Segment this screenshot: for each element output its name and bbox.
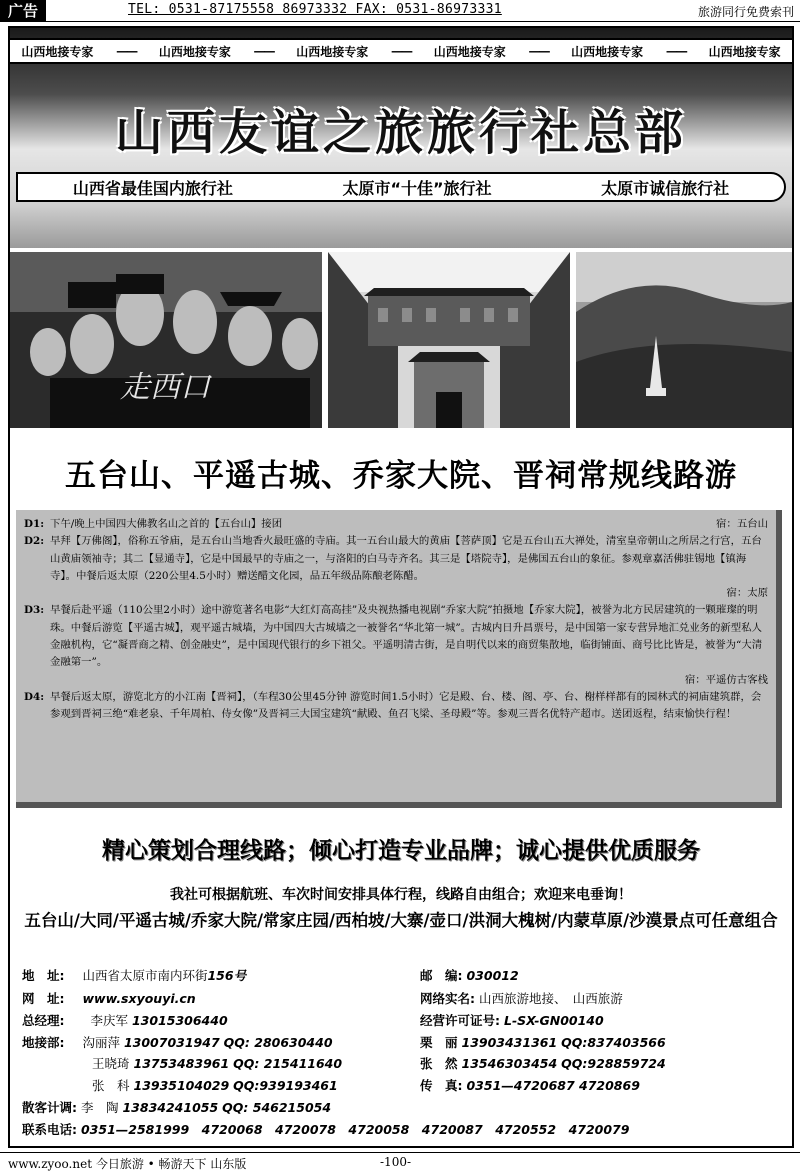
sanke-phone: 13834241055 bbox=[122, 1100, 219, 1115]
day-text: 早拜【万佛阁】，俗称五爷庙，是五台山当地香火最旺盛的寺庙。其一五台山最大的黄庙【菩萨顶】它是五台山五大禅处，清室皇帝朝山之所居之行宫，五台山黄庙领袖寺；其二【显通寺】，它是中国最早的寺庙之一，与洛阳的白马寺齐名。其三是【塔院寺】，是佛国五台山的象征。参观章嘉活佛驻锡地【镇海寺】。中餐后返太原（220公里4.5小时）赠送醋文化园，品五年级品陈酿老陈醋。 bbox=[50, 535, 762, 582]
day-lodging: 宿：平遥仿古客栈 bbox=[684, 673, 768, 686]
realname-label: 网络实名: bbox=[420, 991, 475, 1006]
itinerary-day bbox=[24, 689, 768, 724]
address: 山西省太原市南内环街 bbox=[82, 968, 208, 983]
slogan: 山西地接专家 bbox=[158, 44, 231, 59]
day-text: 早餐后赴平遥（110公里2小时）途中游览著名电影“大红灯高高挂”及央视热播电视剧“乔家大院”拍摄地【乔家大院】，被誉为北方民居建筑的一颗璀璨的明珠。中餐后游览【平遥古城】，观平遥古城墙，为中国四大古城墙之一被誉名“华北第一城”。古城内日升昌票号，是中国第一家专营异地汇兑业务的新型私人金融机构，它“凝晋商之精、创金融史”，是中国现代银行的乡下祖父。平遥明清古街，是自明代以来的商贸集散地，临街铺面、商号比比皆是，被誉为“大清金融第一”。 bbox=[50, 604, 763, 669]
drama-caption: 走西口 bbox=[120, 370, 210, 405]
header-contact: TEL: 0531-87175558 86973332 FAX: 0531-86973331 bbox=[128, 2, 502, 17]
postcode-row bbox=[420, 966, 519, 984]
intro-text: 我社可根据航班、车次时间安排具体行程，线路自由组合；欢迎来电垂询！ bbox=[170, 887, 632, 903]
license-row bbox=[420, 1011, 604, 1029]
sanke-name: 李 陶 bbox=[80, 1100, 119, 1115]
staff-name: 张 科 bbox=[92, 1078, 130, 1093]
slogan: 山西地接专家 bbox=[708, 44, 781, 59]
honor: 山西省最佳国内旅行社 bbox=[72, 178, 233, 198]
staff-qq: QQ: 215411640 bbox=[233, 1056, 343, 1071]
slogan: 山西地接专家 bbox=[21, 44, 94, 59]
service-slogan: 精心策划合理线路；倾心打造专业品牌；诚心提供优质服务 bbox=[102, 837, 700, 864]
top-bar bbox=[0, 0, 800, 22]
day-label: D3: bbox=[24, 604, 45, 617]
route-title: 五台山、平遥古城、乔家大院、晋祠常规线路游 bbox=[65, 458, 737, 494]
address-number: 156号 bbox=[207, 968, 247, 983]
phones-label: 联系电话: bbox=[22, 1122, 77, 1137]
license-number: L-SX-GN00140 bbox=[503, 1013, 604, 1028]
staff-phone: 13903431361 bbox=[461, 1035, 558, 1050]
dijie-label: 地接部: bbox=[22, 1035, 65, 1050]
itinerary-day bbox=[24, 516, 768, 533]
day-text: 下午/晚上中国四大佛教名山之首的【五台山】接团 bbox=[50, 518, 283, 530]
dijie-row bbox=[92, 1054, 342, 1072]
fax-label: 传 真: bbox=[420, 1078, 463, 1093]
staff-qq: QQ:939193461 bbox=[233, 1078, 338, 1093]
slogan-strip: 山西地接专家 —— 山西地接专家 —— 山西地接专家 —— 山西地接专家 —— 山西地接专家 —— 山西地接专家 bbox=[10, 38, 792, 64]
staff-phone: 13935104029 bbox=[133, 1078, 230, 1093]
itinerary-day bbox=[24, 602, 768, 688]
realname-row bbox=[420, 989, 623, 1007]
staff-qq: QQ: 280630440 bbox=[223, 1035, 333, 1050]
license-label: 经营许可证号: bbox=[420, 1013, 500, 1028]
wutai-pagoda-photo bbox=[576, 252, 792, 428]
manager-row bbox=[22, 1011, 228, 1029]
grand-courtyard-photo bbox=[328, 252, 570, 428]
sanke-row bbox=[22, 1098, 331, 1116]
fax-row bbox=[420, 1076, 640, 1094]
sanke-qq: QQ: 546215054 bbox=[222, 1100, 332, 1115]
staff-name: 张 然 bbox=[420, 1056, 458, 1071]
honor-bar bbox=[16, 172, 786, 202]
postcode-label: 邮 编: bbox=[420, 968, 463, 983]
dijie-row bbox=[22, 1033, 333, 1051]
day-text: 早餐后返太原，游览北方的小江南【晋祠】，（车程30公里45分钟 游览时间1.5小时）它是殿、台、楼、阁、亭、台、榭样样都有的园林式的祠庙建筑群，会参观到晋祠三绝“难老泉、千年周柏、侍女像”及晋祠三大国宝建筑“献殿、鱼召飞梁、圣母殿”等。参观三晋名优特产超市。送团返程，结束愉快行程！ bbox=[50, 690, 762, 721]
dijie-row-right bbox=[420, 1033, 666, 1051]
phones-row bbox=[22, 1120, 629, 1138]
page-number: -100- bbox=[380, 1155, 412, 1169]
address-label: 地 址: bbox=[22, 968, 65, 983]
day-lodging: 宿：太原 bbox=[726, 587, 768, 600]
staff-qq: QQ:928859724 bbox=[561, 1056, 666, 1071]
staff-name: 王晓琦 bbox=[92, 1056, 130, 1071]
staff-phone: 13546303454 bbox=[461, 1056, 558, 1071]
staff-phone: 13007031947 bbox=[123, 1035, 220, 1050]
day-label: D2: bbox=[24, 535, 45, 548]
staff-name: 栗 丽 bbox=[420, 1035, 458, 1050]
website-label: 网 址: bbox=[22, 991, 65, 1006]
itinerary-day bbox=[24, 533, 768, 602]
agency-title: 山西友谊之旅旅行社总部 bbox=[114, 105, 687, 161]
dijie-row-right bbox=[420, 1054, 666, 1072]
manager-label: 总经理: bbox=[22, 1013, 65, 1028]
day-label: D4: bbox=[24, 690, 45, 703]
itinerary-box bbox=[16, 510, 782, 808]
slogan: 山西地接专家 bbox=[571, 44, 644, 59]
postcode: 030012 bbox=[466, 968, 519, 983]
slogan: 山西地接专家 bbox=[433, 44, 506, 59]
honor: 太原市诚信旅行社 bbox=[601, 178, 730, 198]
staff-phone: 13753483961 bbox=[133, 1056, 230, 1071]
staff-name: 沟丽萍 bbox=[82, 1035, 120, 1050]
drama-cast-photo bbox=[10, 252, 322, 428]
address-row bbox=[22, 966, 246, 984]
phones: 0351—2581999 4720068 4720078 4720058 4720087 4720552 4720079 bbox=[80, 1122, 630, 1137]
manager-name: 李庆军 bbox=[90, 1013, 128, 1028]
day-lodging: 宿：五台山 bbox=[716, 518, 768, 530]
staff-qq: QQ:837403566 bbox=[561, 1035, 666, 1050]
honor: 太原市“十佳”旅行社 bbox=[342, 178, 492, 198]
slogan: 山西地接专家 bbox=[296, 44, 369, 59]
publication-note: 旅游同行免费索刊 bbox=[697, 5, 794, 19]
website-link[interactable]: www.sxyouyi.cn bbox=[82, 991, 196, 1006]
manager-phone: 13015306440 bbox=[131, 1013, 228, 1028]
footer bbox=[0, 1152, 800, 1172]
fax-number: 0351—4720687 4720869 bbox=[466, 1078, 640, 1093]
banner bbox=[10, 28, 792, 248]
website-row bbox=[22, 989, 196, 1007]
ad-badge: 广告 bbox=[0, 0, 46, 22]
realname: 山西旅游地接、 山西旅游 bbox=[478, 991, 623, 1006]
day-label: D1: bbox=[24, 518, 45, 530]
sanke-label: 散客计调: bbox=[22, 1100, 77, 1115]
dijie-row bbox=[92, 1076, 338, 1094]
destinations: 五台山/大同/平遥古城/乔家大院/常家庄园/西柏坡/大寨/壶口/洪洞大槐树/内蒙草原/沙漠景点可任意组合 bbox=[24, 911, 778, 930]
footer-publication: www.zyoo.net 今日旅游 • 畅游天下 山东版 bbox=[8, 1157, 247, 1171]
